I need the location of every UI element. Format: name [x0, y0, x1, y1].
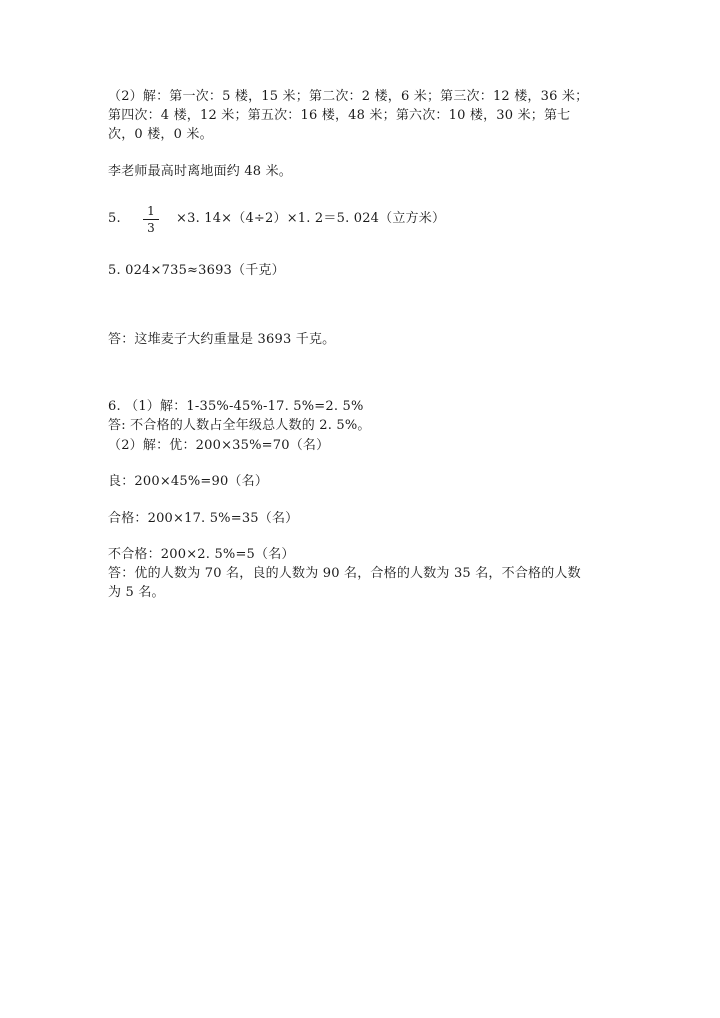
section2-line3: 次，0 楼，0 米。: [108, 127, 213, 142]
q5-number: 5.: [108, 211, 121, 226]
q6-line2: 答: 不合格的人数占全年级总人数的 2. 5%。: [108, 418, 371, 433]
q6-line7: 答：优的人数为 70 名，良的人数为 90 名，合格的人数为 35 名，不合格的人数: [108, 566, 581, 581]
q6-line4: 良：200×45%=90（名）: [108, 474, 269, 489]
section2-line2: 第四次：4 楼，12 米；第五次：16 楼，48 米；第六次：10 楼，30 米；第七: [108, 108, 571, 123]
fraction-bar: [143, 219, 159, 220]
fraction-one-third: [141, 204, 161, 235]
fraction-denominator: 3: [147, 221, 155, 235]
q6-line5: 合格：200×17. 5%=35（名）: [108, 511, 299, 526]
fraction-numerator: 1: [147, 204, 155, 218]
q5-calculation: 5. 024×735≈3693（千克）: [108, 263, 285, 278]
q5-expression: ×3. 14×（4÷2）×1. 2＝5. 024（立方米）: [176, 211, 446, 226]
q5-answer: 答：这堆麦子大约重量是 3693 千克。: [108, 332, 336, 347]
q6-line1: 6. （1）解：1-35%-45%-17. 5%=2. 5%: [108, 399, 364, 414]
q6-line6: 不合格：200×2. 5%=5（名）: [108, 547, 295, 562]
section2-line1: （2）解：第一次：5 楼，15 米；第二次：2 楼，6 米；第三次：12 楼，36 米；: [108, 89, 589, 104]
q6-line3: （2）解：优：200×35%=70（名）: [108, 438, 330, 453]
section2-answer: 李老师最高时离地面约 48 米。: [108, 164, 293, 179]
q6-line8: 为 5 名。: [108, 585, 165, 600]
